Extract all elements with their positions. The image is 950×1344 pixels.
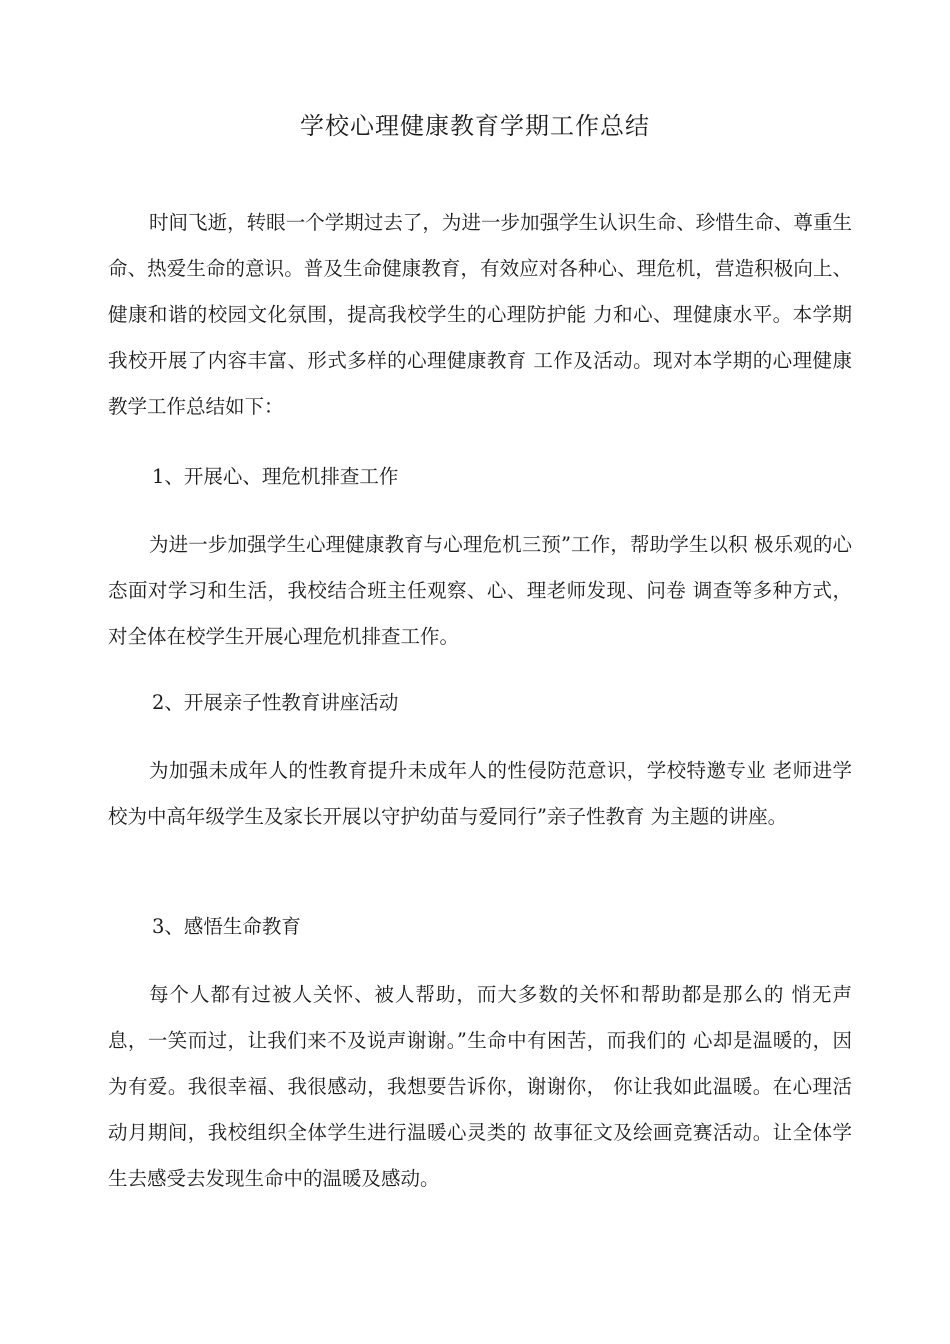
document-title: 学校心理健康教育学期工作总结 bbox=[300, 112, 650, 140]
intro-paragraph: 时间飞逝，转眼一个学期过去了，为进一步加强学生认识生命、珍惜生命、尊重生命、热爱生命的意识。普及生命健康教育，有效应对各种心、理危机，营造积极向上、健康和谐的校园文化氛围，提高我校学生的心理防护能 力和心、理健康水平。本学期我校开展了内容丰富、形式多样的心理健康教育 工作及活动。现对本学期的心理健康教学工作总结如下： bbox=[108, 211, 852, 418]
section-heading-3: 3、感悟生命教育 bbox=[152, 915, 301, 938]
section-body-3: 每个人都有过被人关怀、被人帮助，而大多数的关怀和帮助都是那么的 悄无声息，一笑而过，让我们来不及说声谢谢。”生命中有困苦，而我们的 心却是温暖的，因为有爱。我很幸福、我很感动，我想要告诉你，谢谢你， 你让我如此温暖。在心理活动月期间，我校组织全体学生进行温暖心灵类的 故事征文及绘画竞赛活动。让全体学生去感受去发现生命中的温暖及感动。 bbox=[108, 983, 852, 1190]
section-heading-2: 2、开展亲子性教育讲座活动 bbox=[152, 691, 399, 714]
section-body-2: 为加强未成年人的性教育提升未成年人的性侵防范意识，学校特邀专业 老师进学校为中高年级学生及家长开展以守护幼苗与爱同行”亲子性教育 为主题的讲座。 bbox=[108, 759, 852, 828]
section-body-1: 为进一步加强学生心理健康教育与心理危机三预”工作，帮助学生以积 极乐观的心态面对学习和生活，我校结合班主任观察、心、理老师发现、问卷 调查等多种方式，对全体在校学生开展心理危机排查工作。 bbox=[108, 533, 852, 648]
section-heading-1: 1、开展心、理危机排查工作 bbox=[152, 465, 399, 488]
